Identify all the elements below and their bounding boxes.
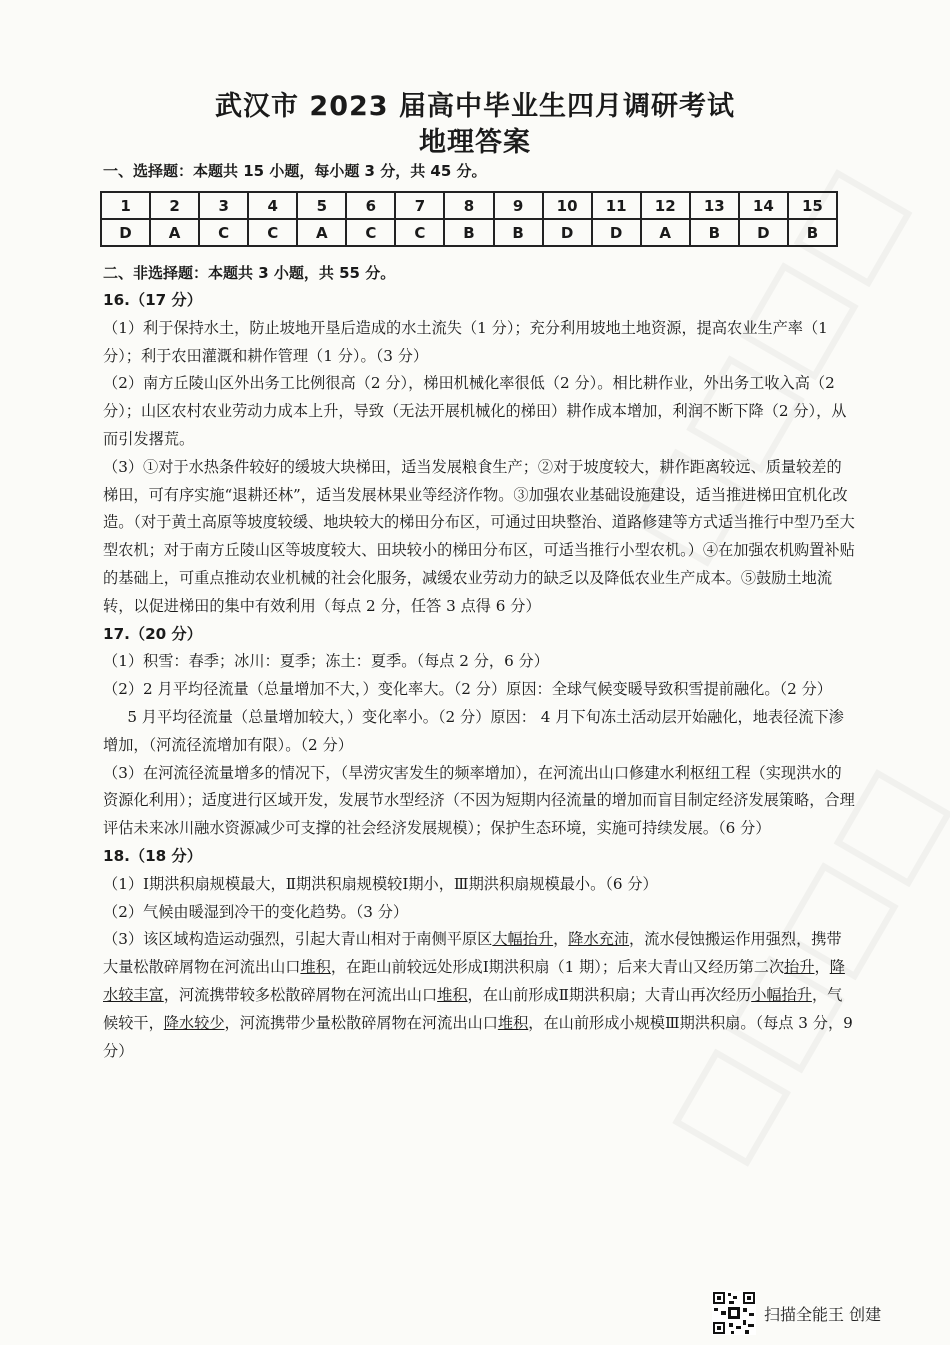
q17-part2: （2）2 月平均径流量（总量增加不大，）变化率大。（2 分）原因：全球气候变暖导致积雪提前融化。（2 分） (103, 680, 832, 699)
answer-cell: B (690, 219, 739, 246)
q16-part2: （2）南方丘陵山区外出务工比例很高（2 分），梯田机械化率很低（2 分）。相比耕作业，外出务工收入高（2 分）；山区农村农业劳动力成本上升，导致（无法开展机械化的梯田）耕作成本增加，利润不断下降（2 分），从而引发撂荒。 (103, 374, 847, 448)
q17-part3: （3）在河流径流量增多的情况下，（旱涝灾害发生的频率增加），在河流出山口修建水利枢纽工程（实现洪水的资源化利用）；适度进行区域开发，发展节水型经济（不因为短期内径流量的增加而盲目制定经济发展策略，合理评估未来冰川融水资源减少可支撑的社会经济发展规模）；保护生态环境，实施可持续发展。（6 分） (103, 763, 855, 838)
q16-part3: （3）①对于水热条件较好的缓坡大块梯田，适当发展粮食生产；②对于坡度较大，耕作距离较远、质量较差的梯田，可有序实施“退耕还林”，适当发展林果业等经济作物。③加强农业基础设施建设，适当推进梯田宜机化改造。（对于黄土高原等坡度较缓、地块较大的梯田分布区，可通过田块整治、道路修建等方式适当推行中型乃至大型农机；对于南方丘陵山区等坡度较大、田块较小的梯田分布区，可适当推行小型农机。）④在加强农机购置补贴的基础上，可重点推动农业机械的社会化服务，减缓农业劳动力的缺乏以及降低农业生产成本。⑤鼓励土地流转，以促进梯田的集中有效利用（每点 2 分，任答 3 点得 6 分） (103, 457, 855, 615)
text-segment: （3）该区域构造运动强烈，引起大青山相对于南侧平原区 (103, 930, 493, 949)
answer-cell: C (199, 219, 248, 246)
answer-cell: A (297, 219, 346, 246)
question-number: 1 (101, 192, 150, 219)
key-point: 堆积 (437, 985, 468, 1004)
answer-cell: A (641, 219, 690, 246)
text-segment: ，在山前形成Ⅱ期洪积扇；大青山再次经历 (467, 985, 752, 1004)
answer-cell: B (444, 219, 493, 246)
key-point: 堆积 (497, 1013, 529, 1032)
text-segment: ，河流携带较多松散碎屑物在河流出山口 (163, 985, 438, 1004)
answer-cell: A (150, 219, 199, 246)
q17-part2-continued: 5 月平均径流量（总量增加较大，）变化率小。（2 分）原因： 4 月下旬冻土活动层开始融化，地表径流下渗增加，（河流径流增加有限）。（2 分） (103, 707, 844, 754)
section1-heading: 一、选择题：本题共 15 小题，每小题 3 分，共 45 分。 (103, 162, 487, 180)
text-segment: ，流水侵蚀搬运作用强烈，携带大量松散碎屑物在河流出山口 (103, 930, 842, 977)
question-number: 9 (494, 192, 543, 219)
text-segment: ，在距山前较远处形成Ⅰ期洪积扇（1 期）；后来大青山又经历第二次 (330, 958, 785, 977)
question-number: 13 (690, 192, 739, 219)
text-segment: ， (553, 930, 569, 949)
q18-part2: （2）气候由暖湿到冷干的变化趋势。（3 分） (103, 902, 409, 921)
scanner-watermark (712, 1290, 912, 1336)
key-point: 降水充沛 (568, 930, 630, 949)
q18-part1: （1）Ⅰ期洪积扇规模最大，Ⅱ期洪积扇规模较Ⅰ期小，Ⅲ期洪积扇规模最小。（6 分） (103, 874, 658, 893)
answer-cell: D (739, 219, 788, 246)
question-number: 10 (543, 192, 592, 219)
question-number: 4 (248, 192, 297, 219)
question-16-heading: 16.（17 分） (103, 291, 202, 309)
q17-part1: （1）积雪：春季；冰川：夏季；冻土：夏季。（每点 2 分，6 分） (103, 652, 549, 671)
answer-cell: C (248, 219, 297, 246)
answer-cell: B (788, 219, 837, 246)
question-number: 11 (592, 192, 641, 219)
page-subtitle: 地理答案 (419, 127, 531, 158)
question-number: 12 (641, 192, 690, 219)
question-number: 15 (788, 192, 837, 219)
key-point: 小幅抬升 (751, 985, 812, 1004)
question-17-heading: 17.（20 分） (103, 624, 202, 643)
key-point: 堆积 (300, 958, 331, 977)
q16-part1: （1）利于保持水土，防止坡地开垦后造成的水土流失（1 分）；充分利用坡地土地资源，提高农业生产率（1 分）；利于农田灌溉和耕作管理（1 分）。（3 分） (103, 318, 828, 365)
question-number: 2 (150, 192, 199, 219)
answer-table (100, 191, 838, 247)
key-point: 抬升 (784, 958, 815, 977)
answer-cell: C (395, 219, 444, 246)
qr-code-icon (712, 1291, 756, 1335)
key-point: 降水较丰富 (103, 958, 845, 1004)
text-segment: ，气候较干， (103, 985, 843, 1032)
answer-cell: D (101, 219, 150, 246)
question-number: 3 (199, 192, 248, 219)
question-number: 14 (739, 192, 788, 219)
answer-row (101, 219, 837, 246)
question-number-row (101, 192, 837, 219)
text-segment: ，在山前形成小规模Ⅲ期洪积扇。（每点 3 分，9 分） (103, 1013, 853, 1060)
answer-cell: C (346, 219, 395, 246)
question-number: 8 (444, 192, 493, 219)
answer-cell: D (543, 219, 592, 246)
question-number: 5 (297, 192, 346, 219)
q18-part3 (103, 926, 855, 1065)
key-point: 大幅抬升 (492, 930, 554, 949)
scanner-label: 扫描全能王 创建 (764, 1304, 882, 1324)
key-point: 降水较少 (163, 1013, 225, 1032)
question-18-heading: 18.（18 分） (103, 846, 202, 865)
answer-cell: D (592, 219, 641, 246)
question-number: 7 (395, 192, 444, 219)
text-segment: ，河流携带少量松散碎屑物在河流出山口 (224, 1013, 498, 1032)
answer-body (103, 287, 855, 1065)
question-number: 6 (346, 192, 395, 219)
page-title: 武汉市 2023 届高中毕业生四月调研考试 (215, 91, 735, 122)
text-segment: ， (814, 958, 830, 977)
section2-heading: 二、非选择题：本题共 3 小题，共 55 分。 (103, 264, 396, 282)
answer-cell: B (494, 219, 543, 246)
